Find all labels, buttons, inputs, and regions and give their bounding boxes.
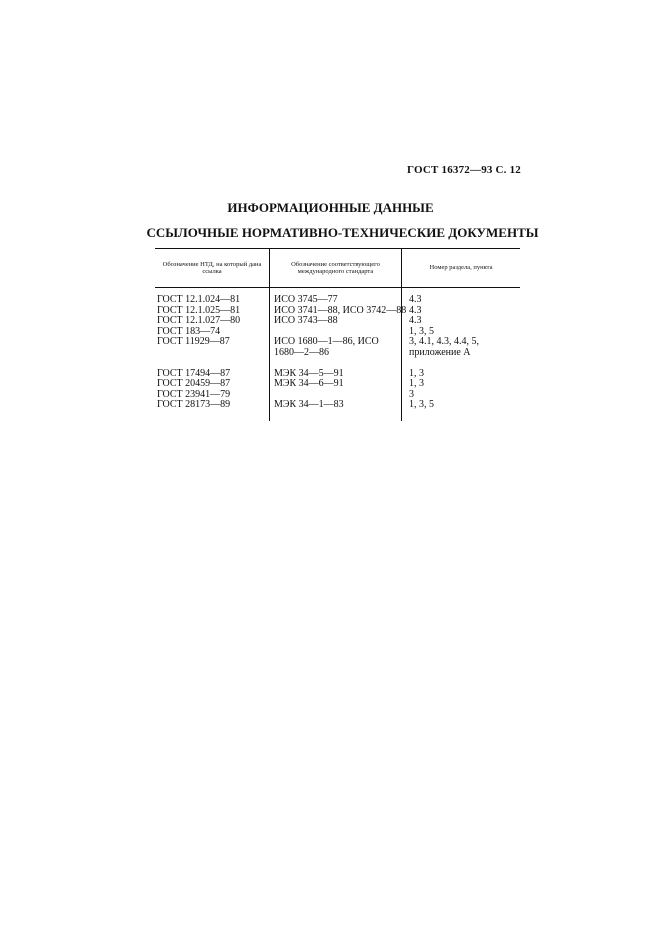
table-cell: ГОСТ 183—74 (157, 325, 221, 337)
table-cell: ГОСТ 12.1.027—80 (157, 315, 241, 326)
table-cell: МЭК 34—5—91 (274, 367, 344, 379)
column-intl-standard (269, 288, 407, 421)
table-cell: ГОСТ 23941—79 (157, 388, 231, 400)
table-cell: ГОСТ 12.1.025—81 (157, 304, 241, 316)
table-cell: ГОСТ 12.1.024—81 (157, 294, 241, 305)
references-table (155, 248, 520, 421)
table-cell: 1, 3 (409, 378, 424, 389)
table-cell (274, 358, 401, 369)
table-cell: 4.3 (409, 294, 422, 305)
table-cell: 1, 3, 5 (409, 399, 434, 410)
column-ntd (155, 288, 269, 421)
header-intl-standard: Обозначение соответствующего международного стандарта (269, 249, 401, 287)
table-cell: 1, 3 (409, 367, 424, 379)
table-body (155, 288, 520, 421)
header-section: Номер раздела, пункта (401, 249, 520, 287)
table-cell: МЭК 34—6—91 (274, 378, 344, 389)
table-cell (409, 358, 520, 369)
table-cell (157, 358, 269, 369)
table-cell: ГОСТ 17494—87 (157, 367, 231, 379)
table-cell: 1680—2—86 (274, 346, 329, 358)
table-cell: ГОСТ 20459—87 (157, 378, 231, 389)
table-header (155, 248, 520, 288)
table-cell: 4.3 (409, 315, 422, 326)
table-cell: 1, 3, 5 (409, 325, 434, 337)
table-cell: 3 (409, 388, 414, 400)
table-cell: МЭК 34—1—83 (274, 399, 344, 410)
column-section (401, 288, 520, 421)
table-cell: ГОСТ 11929—87 (157, 336, 230, 347)
table-cell: ГОСТ 28173—89 (157, 399, 231, 410)
table-cell: 3, 4.1, 4.3, 4.4, 5, (409, 336, 479, 347)
table-cell: ИСО 3743—88 (274, 315, 338, 326)
sub-title: ССЫЛОЧНЫЕ НОРМАТИВНО-ТЕХНИЧЕСКИЕ ДОКУМЕНТЫ (146, 225, 539, 240)
header-ntd: Обозначение НТД, на который дана ссылка (162, 260, 262, 275)
table-cell: ИСО 3741—88, ИСО 3742—88 (274, 304, 407, 316)
table-cell: приложение А (409, 346, 471, 358)
table-cell (157, 348, 269, 359)
table-cell: ИСО 1680—1—86, ИСО (274, 336, 379, 347)
page-header-ref: ГОСТ 16372—93 С. 12 (407, 164, 521, 176)
table-cell: 4.3 (409, 304, 422, 316)
main-title: ИНФОРМАЦИОННЫЕ ДАННЫЕ (227, 200, 434, 215)
table-cell: ИСО 3745—77 (274, 294, 338, 305)
